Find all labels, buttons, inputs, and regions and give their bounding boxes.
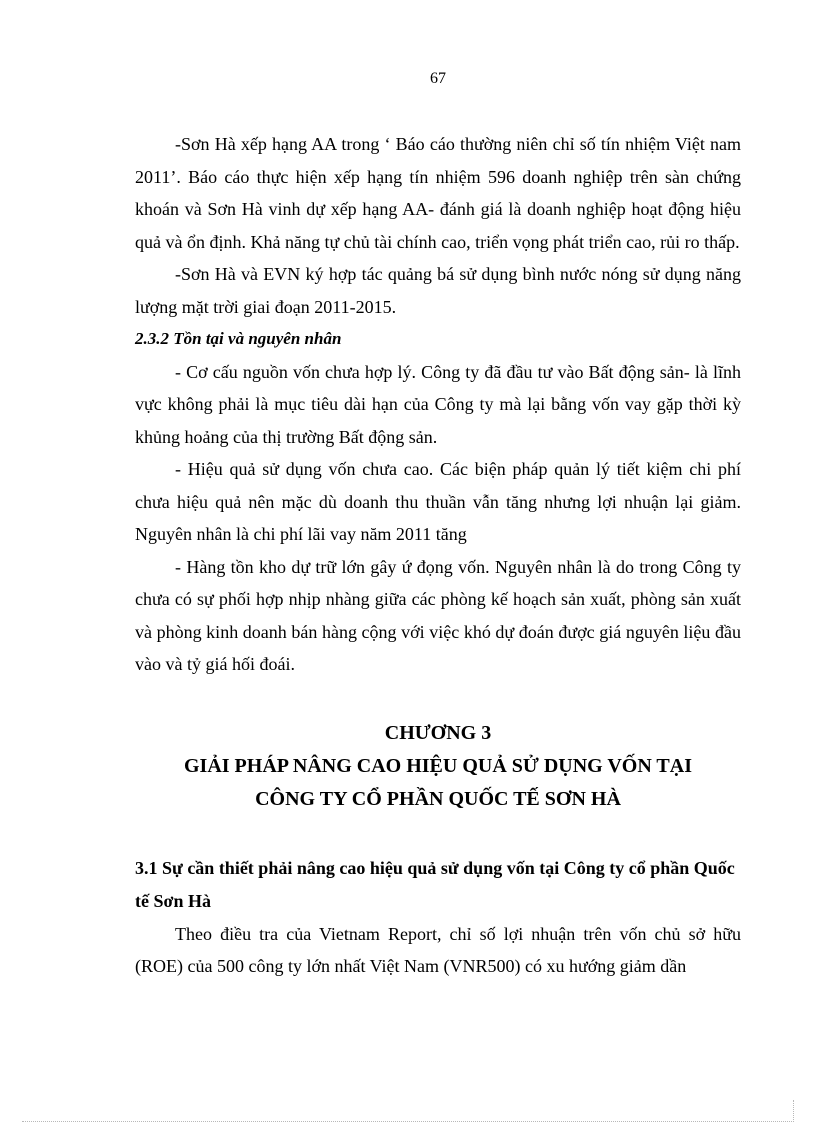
page-number: 67 [430,70,446,87]
paragraph-vietnam-report: Theo điều tra của Vietnam Report, chỉ số lợi nhuận trên vốn chủ sở hữu (ROE) của 500 công ty lớn nhất Việt Nam (VNR500) có xu hướng giảm dần [135,923,741,976]
paragraph-inventory: - Hàng tồn kho dự trữ lớn gây ứ đọng vốn. Nguyên nhân là do trong Công ty chưa có sự phối hợp nhịp nhàng giữa các phòng kế hoạch sản xuất, phòng sản xuất và phòng kinh doanh bán hàng cộng với việc khó dự đoán được giá nguyên liệu đầu vào và tỷ giá hối đoái. [135,556,741,674]
chapter-label: CHƯƠNG 3 [384,721,492,744]
chapter-title-line-2: CÔNG TY CỔ PHẦN QUỐC TẾ SƠN HÀ [255,787,621,810]
paragraph-capital-efficiency: - Hiệu quả sử dụng vốn chưa cao. Các biện pháp quản lý tiết kiệm chi phí chưa hiệu quả nên mặc dù doanh thu thuần vẫn tăng nhưng lợi nhuận lại giảm. Nguyên nhân là chi phí lãi vay năm 2011 tăng [135,459,741,544]
paragraph-son-ha-aa-rating: -Sơn Hà xếp hạng AA trong ‘ Báo cáo thường niên chỉ số tín nhiệm Việt nam 2011’. Báo cáo thực hiện xếp hạng tín nhiệm 596 doanh nghiệp trên sàn chứng khoán và Sơn Hà vinh dự xếp hạng AA- đánh giá là doanh nghiệp hoạt động hiệu quả và ổn định. Khả năng tự chủ tài chính cao, triển vọng phát triển cao, rủi ro thấp. [135,134,741,252]
page-bottom-rule [22,1121,794,1122]
page-corner-rule [793,1100,794,1122]
document-body [135,128,741,983]
section-heading-3-1: 3.1 Sự cần thiết phải nâng cao hiệu quả sử dụng vốn tại Công ty cổ phần Quốc tế Sơn Hà [135,857,735,911]
chapter-heading [135,717,741,816]
paragraph-capital-structure: - Cơ cấu nguồn vốn chưa hợp lý. Công ty đã đầu tư vào Bất động sản- là lĩnh vực không phải là mục tiêu dài hạn của Công ty mà lại bằng vốn vay gặp thời kỳ khủng hoảng của thị trường Bất động sản. [135,361,741,447]
chapter-title-line-1: GIẢI PHÁP NÂNG CAO HIỆU QUẢ SỬ DỤNG VỐN TẠI [183,754,692,777]
subheading-2-3-2: 2.3.2 Tồn tại và nguyên nhân [135,329,342,348]
paragraph-son-ha-evn: -Sơn Hà và EVN ký hợp tác quảng bá sử dụng bình nước nóng sử dụng năng lượng mặt trời giai đoạn 2011-2015. [135,264,741,317]
